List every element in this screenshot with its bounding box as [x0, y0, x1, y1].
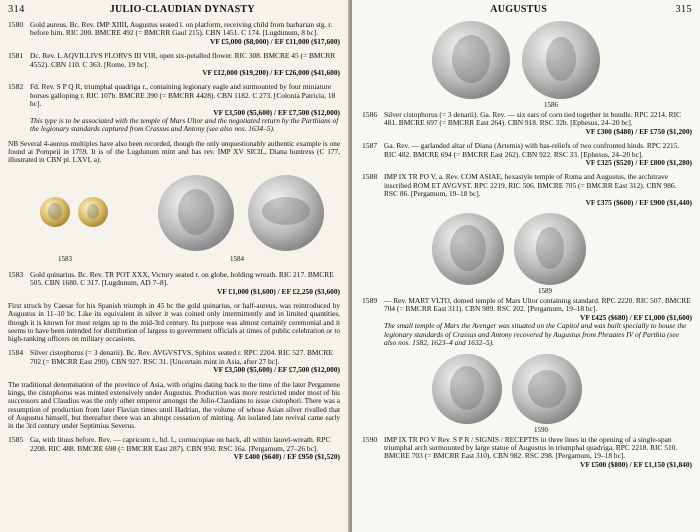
entry-body: [384, 173, 692, 207]
catalog-entry-1589: [362, 297, 692, 347]
entry-number: 1590: [362, 434, 378, 444]
entry-body: [30, 21, 340, 46]
entry-body: [384, 436, 692, 470]
coin-label: 1589: [538, 287, 552, 296]
entry-note: This type is to be associated with the temple of Mars Ultor and the negotiated return by the Parthians of the legionary standards captured from Crassus and Antony (see also nos. 1634–5).: [30, 116, 339, 134]
entry-value: VF £3,500 ($5,600) / EF £7,500 ($12,000): [213, 365, 340, 375]
quinarius-paragraph: First struck by Caesar for his Spanish triumph in 45 bc the gold quinarius, or half-aureus, was reintroduced by Augustus in 11–10 bc. Like its equivalent in silver it was coined only intermittently and in limited quantities, though it is known for most reigns up to the mid-3rd century. Its purpose was almost certainly ceremonial and it seems to have been intended for distribution of largess to government officials at times of public celebration or to high-ranking officers on military occasions.: [8, 300, 340, 344]
coin-1584-obverse: [158, 175, 234, 251]
coin-plate-1590: [362, 354, 692, 434]
coin-1584-reverse: [248, 175, 324, 251]
entry-value: VF £425 ($680) / EF £1,000 ($1,600): [580, 312, 692, 322]
coin-plate-1583-1584: [8, 171, 340, 267]
entry-body: [30, 436, 340, 461]
entry-text: Dc. Rev. L AQVILLIVS FLORVS III VIR, open six-petalled flower. RIC 308. BMCRE 45 (= BMCRR 4552). CBN 110. C 363. [Rome, 19 bc].: [30, 51, 336, 69]
coin-1590-obverse: [432, 354, 502, 424]
left-page-number: 314: [8, 4, 25, 15]
right-page: [352, 0, 700, 532]
entry-value: VF £12,000 ($19,200) / EF £26,000 ($41,600): [202, 68, 340, 78]
entry-number: 1584: [8, 348, 24, 358]
entry-text: IMP IX TR PO V, a. Rev. COM ASIAE, hexastyle temple of Roma and Augustus, the architrave inscribed ROM ET AVGVST. RPC 2219. RIC 506. BMCRE 705 (= BMCRR East 312). CBN 986. RSC 86. [Pergamum, 19–18 bc].: [384, 172, 677, 199]
left-running-title: JULIO-CLAUDIAN DYNASTY: [109, 4, 255, 15]
coin-label: 1583: [58, 254, 72, 263]
entry-text: Silver cistophorus (= 3 denarii). Ga. Rev. — six ears of corn tied together in bundle. RPC 2214. RIC 481. BMCRE 697 (= BMCRR East 264). CBN 918. RSC 32b. [Ephesus, 24–20 bc].: [384, 110, 682, 128]
entry-note: The small temple of Mars the Avenger was situated on the Capitol and was built specially to house the legionary standards of Crassus and Antony recovered by Augustus from Phraates IV of Parthia (see also nos. 1582, 1623–4 and 1632–5).: [384, 321, 687, 348]
entry-number: 1589: [362, 296, 378, 306]
entry-body: [384, 111, 692, 136]
coin-plate-1589: [362, 213, 692, 295]
coin-1583-reverse: [78, 197, 108, 227]
catalog-entry-1587: [362, 142, 692, 167]
entry-body: [30, 271, 340, 296]
catalog-entry-1583: [8, 271, 340, 296]
coin-label: 1586: [544, 101, 558, 109]
entry-value: VF £3,500 ($5,600) / EF £7,500 ($12,000): [213, 107, 340, 117]
entry-text: Ga, with lituus before. Rev. — capricorn r., hd. l., cornucopiae on back, all within laurel-wreath. RPC 2208. RIC 488. BMCRE 698 (= BMCRR East 287). CBN 950. RSC 16a. [Pergamum, 27–26 bc].: [30, 435, 331, 453]
entry-body: [30, 52, 340, 77]
catalog-entry-1582: [8, 83, 340, 133]
entry-value: VF £375 ($600) / EF £900 ($1,440): [585, 197, 692, 207]
entry-body: [384, 297, 692, 347]
coin-plate-1586: [362, 21, 692, 109]
left-running-head: [8, 4, 340, 15]
coin-1586-reverse: [522, 21, 600, 99]
coin-1583-obverse: [40, 197, 70, 227]
entry-number: 1587: [362, 141, 378, 151]
entry-value: VF £1,000 ($1,600) / EF £2,250 ($3,600): [216, 286, 340, 296]
entry-number: 1581: [8, 51, 24, 61]
entry-text: — Rev. MART VLTO, domed temple of Mars Ultor containing standard. RPC 2220. RIC 507. BMCRE 704 (= BMCRR East 311). CBN 989. RSC 202. [Pergamum, 19–18 bc].: [384, 296, 691, 314]
coin-1589-reverse: [514, 213, 586, 285]
entry-text: Ga. Rev. — garlanded altar of Diana (Artemis) with bas-reliefs of two confronted hinds. RPC 2215. RIC 482. BMCRE 694 (= BMCRR East 262). CBN 922. RSC 33. [Ephesus, 24–20 bc].: [384, 141, 680, 159]
entry-value: VF £500 ($800) / EF £1,150 ($1,840): [580, 459, 692, 469]
entry-value: VF £300 ($480) / EF £750 ($1,200): [585, 126, 692, 136]
entry-text: IMP IX TR PO V Rev. S P R / SIGNIS / RECEPTIS in three lines in the opening of a single-span triumphal arch surmounted by large statue of Augustus in triumphal quadriga. RPC 2218. RIC 510. BMCRE 703 (= BMCRR East 310). CBN 982. RSC 298. [Pergamum, 19–18 bc].: [384, 434, 678, 461]
catalog-entry-1590: [362, 436, 692, 470]
entry-body: [30, 349, 340, 374]
entry-text: Fd. Rev. S P Q R, triumphal quadriga r., containing legionary eagle and surmounted by four miniature horses galloping r. RIC 107b. BMCRE 390 (= BMCRR 4428). CBN 1182. C 273. [Colonia Patricia, 18 bc].: [30, 82, 336, 109]
entry-number: 1580: [8, 20, 24, 29]
nb-paragraph: NB Several 4-aureus multiples have also been recorded, though the only unquestionably authentic example is one found at Pompeii in 1759. It is of the Lugdunum mint and has rev. IMP XV SICIL, Diana huntress (C 177, illustrated in CBN pl. LXVI, a).: [8, 138, 340, 165]
entry-number: 1586: [362, 110, 378, 119]
catalog-entry-1588: [362, 173, 692, 207]
coin-1590-reverse: [512, 354, 582, 424]
entry-text: Gold quinarius. Bc. Rev. TR POT XXX, Victory seated r. on globe, holding wreath. RIC 217. BMCRE 505. CBN 1680. C 317. [Lugdunum, AD 7–8].: [30, 269, 334, 288]
coin-label: 1584: [230, 254, 244, 263]
right-running-title: AUGUSTUS: [490, 4, 548, 15]
entry-number: 1582: [8, 82, 24, 92]
entry-text: Gold aureus. Bc. Rev. IMP XIIII, Augustus seated l. on platform, receiving child from barbarian stg. r. before him. RIC 200. BMCRE 492 (= BMCRR Gaul 215). CBN 1451. C 174. [Lugdunum, 8 bc].: [30, 20, 333, 38]
catalog-entry-1585: [8, 436, 340, 461]
entry-number: 1588: [362, 172, 378, 182]
entry-body: [30, 83, 340, 133]
cistophorus-paragraph: The traditional denomination of the province of Asia, with origins dating back to the time of the later Pergamene kings, the cistophorus was minted extensively under Augustus. Production was more restricted under most of his successors and Claudius was the only other emperor amongst the Julio-Claudians to issue cistophori. There was a resumption of production from later Flavian times until Hadrian, the volume of whose Asian silver rivalled that of Augustus himself, but thereafter there was an abrupt cessation of minting. An isolated late revival came early in the 3rd century under Septimius Severus.: [8, 379, 340, 431]
entry-number: 1585: [8, 435, 24, 445]
entry-text: Silver cistophorus (= 3 denarii). Bc. Rev. AVGVSTVS, Sphinx seated r. RPC 2204. RIC 527. BMCRE 702 (= BMCRR East 290). CBN 927. RSC 31. [Uncertain mint in Asia, after 27 bc].: [30, 348, 333, 366]
catalog-entry-1584: [8, 349, 340, 374]
entry-body: [384, 142, 692, 167]
coin-1589-obverse: [432, 213, 504, 285]
entry-value: VF £5,000 ($8,000) / EF £11,000 ($17,600): [209, 36, 340, 46]
right-running-head: [362, 4, 692, 15]
entry-value: VF £400 ($640) / EF £950 ($1,520): [233, 452, 340, 462]
coin-label: 1590: [534, 425, 548, 434]
coin-1586-obverse: [432, 21, 510, 99]
entry-number: 1583: [8, 269, 24, 279]
entry-value: VF £325 ($520) / EF £800 ($1,280): [585, 158, 692, 168]
right-page-number: 315: [675, 4, 692, 15]
catalog-entry-1580: [8, 21, 340, 46]
catalog-entry-1586: [362, 111, 692, 136]
catalog-entry-1581: [8, 52, 340, 77]
